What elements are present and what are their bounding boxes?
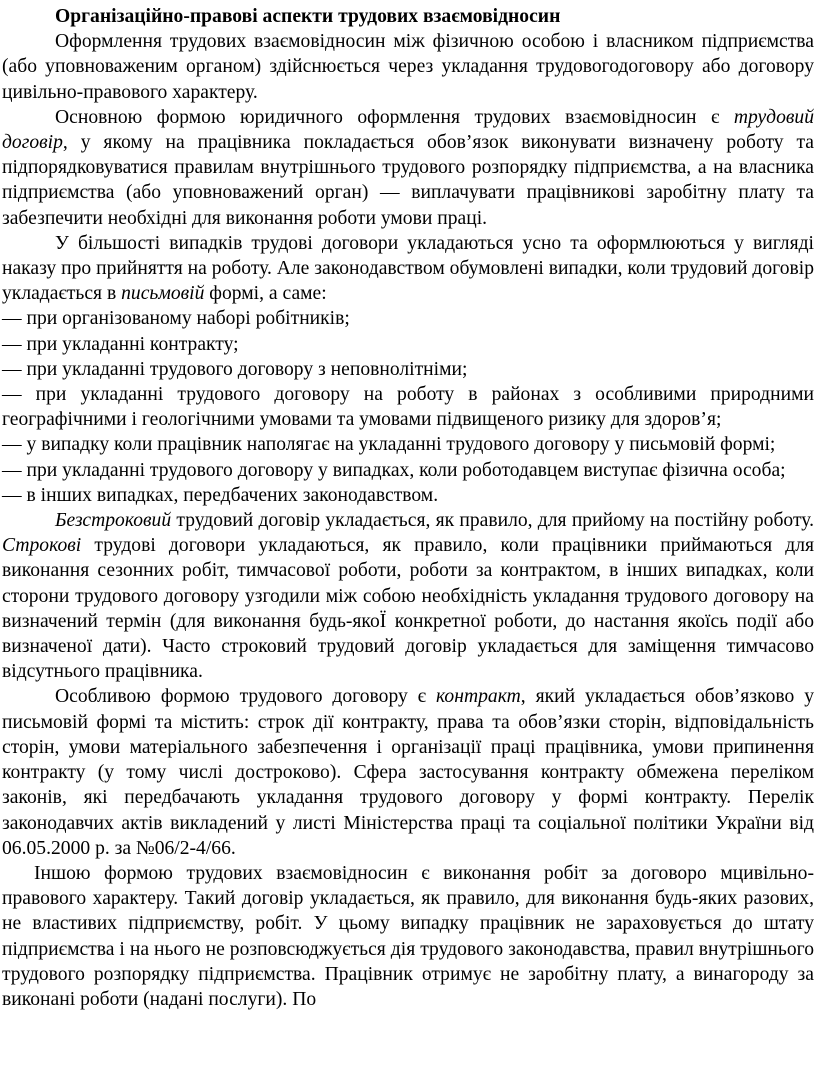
list-item: — при організованому наборі робітників; bbox=[2, 308, 350, 330]
paragraph-text: , який укладається обов’язково у письмовій формі та містить: строк дії контракту, права та обов’язки сторін, відповідальність сторін, умови матеріального забезпечення і організації праці працівника, умови припинення контракту (у тому числі достроково). Сфера застосування контракту обмежена переліком законів, які передбачають укладання трудового договору у формі контракту. Перелік законодавчих актів викладений у листі Міністерства праці та соціальної політики України від 06.05.2000 р. за №06/2-4/66. bbox=[2, 686, 814, 859]
written-form-cases-list bbox=[2, 306, 814, 508]
paragraph-contract-terms bbox=[2, 508, 814, 684]
paragraph-text: формі, а саме: bbox=[204, 283, 327, 305]
paragraph-registration: Оформлення трудових взаємовідносин між фізичною особою і власником підприємства (або уповноваженим органом) здійснюється через укладання трудовогодоговору або договору цивільно-правового характеру. bbox=[2, 31, 814, 103]
paragraph-text: Основною формою юридичного оформлення трудових взаємовідносин є bbox=[55, 106, 734, 128]
emphasis-term: Строкові bbox=[2, 535, 82, 557]
paragraph-text: трудовий договір укладається, як правило, для прийому на постійну роботу. bbox=[171, 510, 814, 532]
paragraph-text: трудові договори укладаються, як правило, коли працівники приймаються для виконання сезонних робіт, тимчасової роботи, роботи за контрактом, в інших випадках, коли сторони трудового договору узгодили між собою необхідність укладання трудового договору на визначений термін (для виконання будь-якоЇ конкретної роботи, до настання якоїсь події або визначеної дати). Часто строковий трудовий договір укладається для заміщення тимчасово відсутнього працівника. bbox=[2, 535, 814, 683]
paragraph-text: У більшості випадків трудові договори укладаються усно та оформлюються у вигляді наказу про прийняття на роботу. Але законодавством обумовлені випадки, коли трудовий договір укладається в bbox=[2, 232, 815, 305]
list-item: — в інших випадках, передбачених законодавством. bbox=[2, 484, 439, 506]
list-item: — у випадку коли працівник наполягає на укладанні трудового договору у письмовій формі; bbox=[2, 434, 776, 456]
list-item: — при укладанні контракту; bbox=[2, 333, 239, 355]
paragraph-text: , у якому на працівника покладається обов’язок виконувати визначену роботу та підпорядковуватися правилам внутрішнього трудового розпорядку підприємства, а на власника підприємства (або уповноважений орган) — виплачувати працівникові заробітну плату та забезпечити необхідні для виконання роботи умови праці. bbox=[2, 132, 814, 229]
list-item: — при укладанні трудового договору на роботу в районах з особливими природними географічними і геологічними умовами та умовами підвищеного ризику для здоров’я; bbox=[2, 384, 814, 431]
emphasis-term: трудовий договір bbox=[2, 106, 814, 154]
emphasis-term: контракт bbox=[436, 686, 521, 708]
list-item: — при укладанні трудового договору з неповнолітніми; bbox=[2, 358, 468, 380]
paragraph-labor-contract bbox=[2, 105, 814, 231]
list-item: — при укладанні трудового договору у випадках, коли роботодавцем виступає фізична особа; bbox=[2, 459, 786, 481]
paragraph-written-form bbox=[2, 231, 814, 307]
paragraph-contract-form bbox=[2, 684, 814, 860]
paragraph-civil-contract: Іншою формою трудових взаємовідносин є виконання робіт за договоро мцивільно-правового характеру. Такий договір укладається, як правило, для виконання будь-яких разових, не властивих підприємству, робіт. У цьому випадку працівник не зараховується до штату підприємства і на нього не розповсюджується дія трудового законодавства, правил внутрішнього трудового розпорядку підприємства. Працівник отримує не заробітну плату, а винагороду за виконані роботи (надані послуги). По bbox=[2, 862, 814, 1010]
paragraph-text: Особливою формою трудового договору є bbox=[55, 686, 437, 708]
emphasis-term: Безстроковий bbox=[55, 510, 172, 532]
section-heading: Організаційно-правові аспекти трудових взаємовідносин bbox=[55, 6, 561, 27]
emphasis-term: письмовій bbox=[121, 283, 205, 305]
